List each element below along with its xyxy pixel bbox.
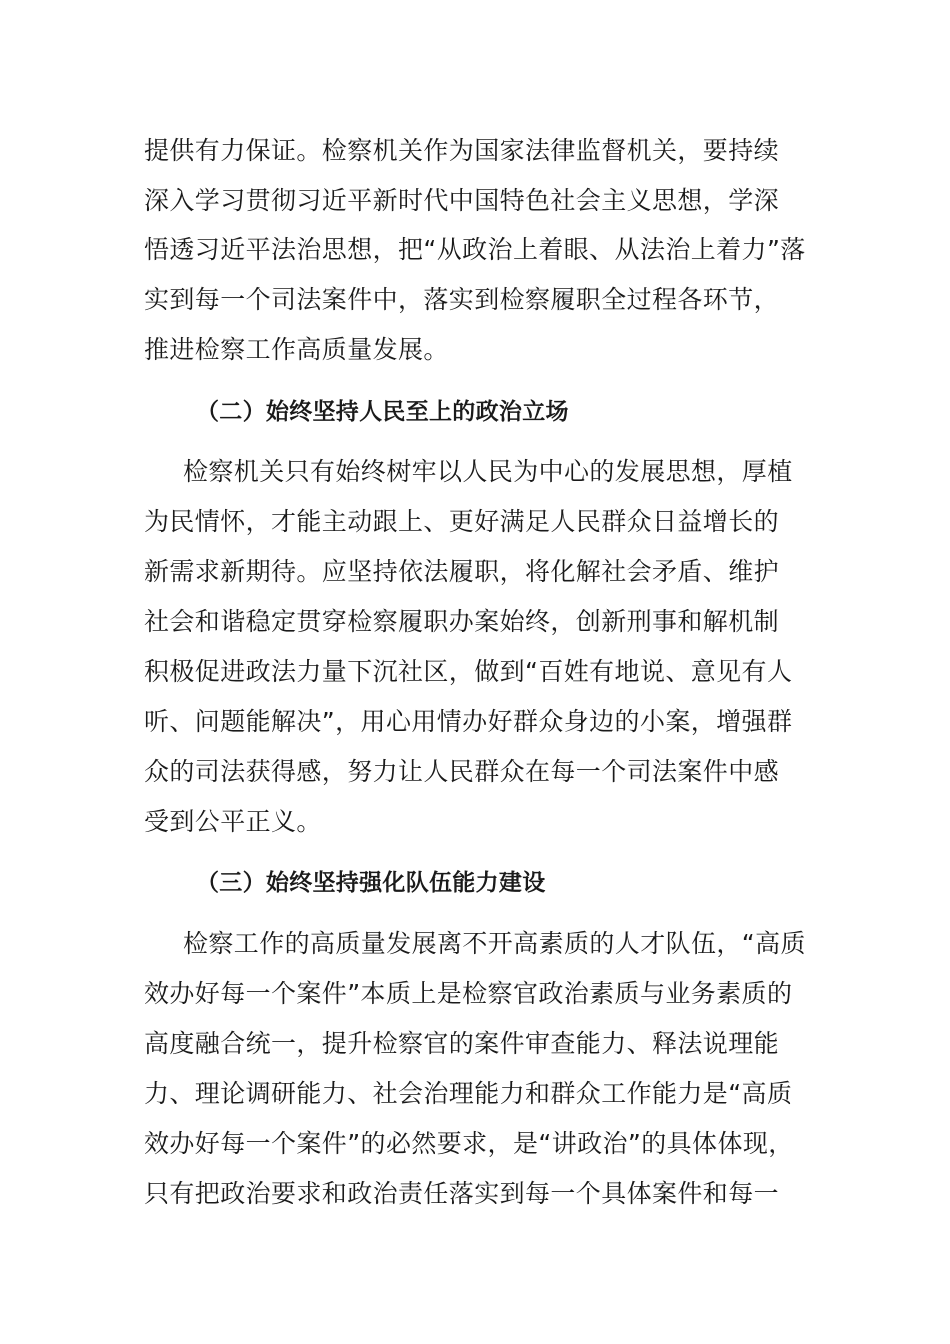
paragraph-line: 高度融合统一，提升检察官的案件审查能力、释法说理能 [144,1029,780,1058]
paragraph-line: 只有把政治要求和政治责任落实到每一个具体案件和每一 [144,1179,780,1208]
paragraph-line: 听、问题能解决”，用心用情办好群众身边的小案，增强群 [144,707,793,736]
paragraph-line: 提供有力保证。检察机关作为国家法律监督机关，要持续 [144,136,780,165]
paragraph-line: 效办好每一个案件”的必然要求，是“讲政治”的具体体现， [144,1129,794,1158]
paragraph-line: 效办好每一个案件”本质上是检察官政治素质与业务素质的 [144,979,793,1008]
paragraph-line: 新需求新期待。应坚持依法履职，将化解社会矛盾、维护 [144,557,780,586]
section-heading: （三）始终坚持强化队伍能力建设 [196,870,546,896]
paragraph-line: 检察工作的高质量发展离不开高素质的人才队伍，“高质 [183,929,806,958]
paragraph-line: 受到公平正义。 [144,807,322,836]
paragraph-line: 积极促进政法力量下沉社区，做到“百姓有地说、意见有人 [144,657,793,686]
paragraph-line: 检察机关只有始终树牢以人民为中心的发展思想，厚植 [183,457,793,486]
paragraph-line: 社会和谐稳定贯穿检察履职办案始终，创新刑事和解机制 [144,607,780,636]
paragraph-line: 深入学习贯彻习近平新时代中国特色社会主义思想，学深 [144,186,780,215]
paragraph-line: 众的司法获得感，努力让人民群众在每一个司法案件中感 [144,757,780,786]
section-heading: （二）始终坚持人民至上的政治立场 [196,399,569,425]
paragraph-line: 实到每一个司法案件中，落实到检察履职全过程各环节， [144,285,780,314]
paragraph-line: 悟透习近平法治思想，把“从政治上着眼、从法治上着力”落 [144,235,806,264]
paragraph-line: 力、理论调研能力、社会治理能力和群众工作能力是“高质 [144,1079,793,1108]
paragraph-line: 推进检察工作高质量发展。 [144,335,449,364]
paragraph-line: 为民情怀，才能主动跟上、更好满足人民群众日益增长的 [144,507,780,536]
